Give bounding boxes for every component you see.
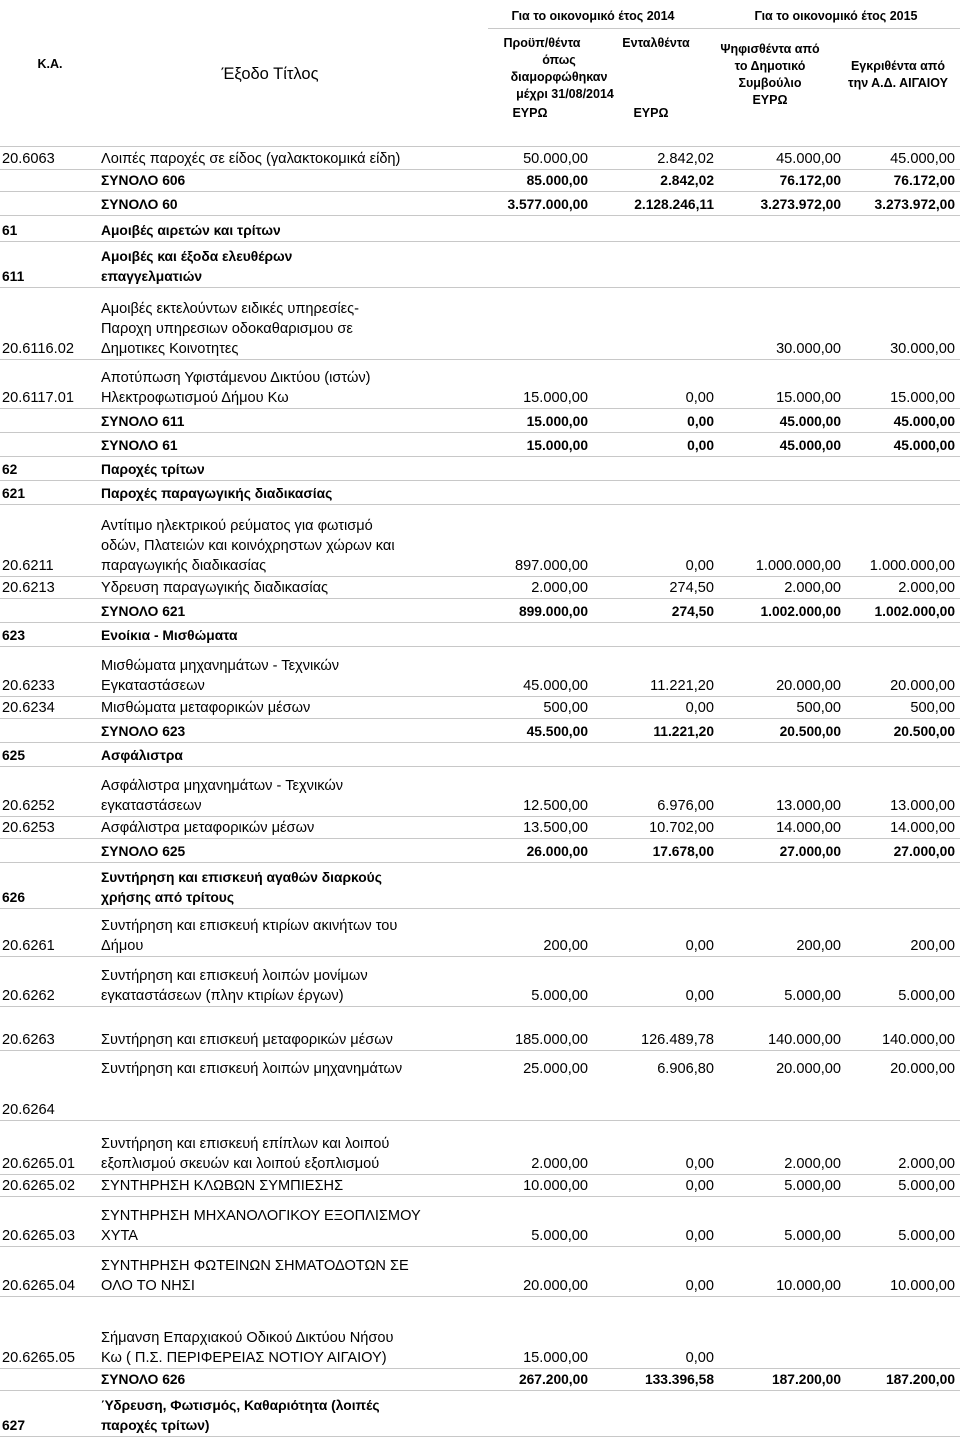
row-code: 20.6265.04 [2,1278,76,1294]
row-divider [0,215,960,216]
row-value-v3: 10.000,00 [776,1278,841,1294]
row-description: ΣΥΝΤΗΡΗΣΗ ΜΗΧΑΝΟΛΟΓΙΚΟΥ ΕΞΟΠΛΙΣΜΟΥ [101,1208,421,1224]
row-value-v1: 200,00 [543,938,588,954]
row-divider [0,169,960,170]
row-value-v2: 2.128.246,11 [634,197,714,212]
row-description: ΣΥΝΟΛΟ 621 [101,604,186,619]
row-divider [0,359,960,360]
header-rule-top [488,28,960,29]
row-value-v3: 1.000.000,00 [755,558,841,574]
row-value-v1: 15.000,00 [526,414,588,429]
row-value-v2: 0,00 [685,700,714,716]
row-divider [0,622,960,623]
row-divider [0,480,960,481]
row-value-v1: 10.000,00 [523,1178,588,1194]
row-description: Ύδρευση, Φωτισμός, Καθαριότητα (λοιπές [101,1398,380,1413]
header-col1 [470,35,620,103]
row-value-v4: 76.172,00 [893,173,955,188]
row-description: ΣΥΝΟΛΟ 625 [101,844,186,859]
row-value-v4: 140.000,00 [881,1032,955,1048]
row-value-v3: 5.000,00 [784,1178,841,1194]
row-code: 20.6252 [2,798,55,814]
row-value-v1: 26.000,00 [526,844,588,859]
row-value-v1: 899.000,00 [518,604,588,619]
row-divider [0,838,960,839]
row-code: 20.6211 [2,558,54,574]
row-description: ΣΥΝΤΗΡΗΣΗ ΚΛΩΒΩΝ ΣΥΜΠΙΕΣΗΣ [101,1178,344,1194]
row-code: 20.6213 [2,580,55,596]
header-col3-line3: Συμβούλιο [738,76,802,90]
row-divider [0,1196,960,1197]
row-value-v1: 85.000,00 [526,173,588,188]
row-value-v3: 45.000,00 [779,414,841,429]
row-description: Συντήρηση και επισκευή αγαθών διαρκούς [101,870,382,885]
row-value-v2: 6.976,00 [657,798,714,814]
row-value-v4: 27.000,00 [893,844,955,859]
header-col2: Ενταλθέντα [622,36,690,50]
row-value-v1: 15.000,00 [526,438,588,453]
row-value-v1: 267.200,00 [518,1372,588,1387]
row-value-v2: 274,50 [669,580,714,596]
row-description: Παροχη υπηρεσιων οδοκαθαρισμου σε [101,321,353,337]
row-divider [0,956,960,957]
row-description: Συντήρηση και επισκευή μεταφορικών μέσων [101,1032,393,1048]
row-description: ΣΥΝΟΛΟ 611 [101,414,185,429]
header-col1-line3: μέχρι 31/08/2014 [516,87,614,101]
row-value-v1: 25.000,00 [523,1061,588,1077]
row-code: 20.6233 [2,678,55,694]
header-title: Έξοδο Τίτλος [221,65,319,83]
row-value-v2: 133.396,58 [644,1372,714,1387]
row-divider [0,241,960,242]
row-divider [0,1246,960,1247]
row-value-v2: 10.702,00 [649,820,714,836]
row-value-v3: 15.000,00 [776,390,841,406]
row-description: Παροχές τρίτων [101,462,205,477]
row-divider [0,1006,960,1007]
row-value-v3: 140.000,00 [767,1032,841,1048]
row-value-v1: 897.000,00 [514,558,588,574]
row-divider [0,1174,960,1175]
header-ka: Κ.Α. [37,57,63,71]
row-value-v1: 500,00 [543,700,588,716]
row-description: Συντήρηση και επισκευή λοιπών μηχανημάτων [101,1061,403,1077]
row-description: Αποτύπωση Υφιστάμενου Δικτύου (ιστών) [101,370,371,386]
row-code: 20.6253 [2,820,55,836]
row-divider [0,696,960,697]
row-value-v4: 1.002.000,00 [874,604,955,619]
row-value-v4: 45.000,00 [893,438,955,453]
row-description: Ασφάλιστρα μεταφορικών μέσων [101,820,315,836]
row-value-v1: 12.500,00 [523,798,588,814]
row-value-v2: 274,50 [671,604,714,619]
row-code: 625 [2,748,26,763]
row-description: ΣΥΝΟΛΟ 623 [101,724,186,739]
row-value-v3: 20.000,00 [776,678,841,694]
row-code: 626 [2,890,26,905]
row-value-v4: 15.000,00 [890,390,955,406]
row-code: 20.6264 [2,1102,55,1118]
row-value-v1: 2.000,00 [531,1156,588,1172]
row-value-v4: 200,00 [910,938,955,954]
row-code: 20.6265.01 [2,1156,76,1172]
row-value-v3: 30.000,00 [776,341,841,357]
row-code: 20.6063 [2,151,55,167]
row-value-v2: 0,00 [685,1228,714,1244]
header-col2-currency: ΕΥΡΩ [633,106,669,120]
row-divider [0,456,960,457]
header-year-2015: Για το οικονομικό έτος 2015 [754,9,918,23]
row-divider [0,287,960,288]
row-value-v3: 3.273.972,00 [760,197,841,212]
row-value-v4: 10.000,00 [890,1278,955,1294]
row-value-v3: 187.200,00 [771,1372,841,1387]
row-code: 20.6265.05 [2,1350,76,1366]
row-description: Σήμανση Επαρχιακού Οδικού Δικτύου Νήσου [101,1330,394,1346]
row-description: εξοπλισμού σκευών και λοιπού εξοπλισμού [101,1156,380,1172]
row-description: Εγκαταστάσεων [101,678,205,694]
row-description: Συντήρηση και επισκευή κτιρίων ακινήτων του [101,918,398,934]
header-col1-currency: ΕΥΡΩ [512,106,548,120]
row-value-v3: 5.000,00 [784,1228,841,1244]
row-value-v4: 20.500,00 [893,724,955,739]
row-value-v1: 15.000,00 [523,390,588,406]
header-col1-line1: Προϋπ/θέντα [503,36,581,50]
row-code: 20.6265.03 [2,1228,76,1244]
row-value-v1: 45.000,00 [523,678,588,694]
row-value-v2: 0,00 [687,414,714,429]
row-value-v3: 20.500,00 [779,724,841,739]
header-col4 [836,58,960,92]
row-value-v2: 11.221,20 [653,724,714,739]
row-value-v3: 2.000,00 [784,1156,841,1172]
row-description: Αμοιβές και έξοδα ελευθέρων [101,249,293,264]
row-description: Ενοίκια - Μισθώματα [101,628,238,643]
row-description: εγκαταστάσεων (πλην κτιρίων έργων) [101,988,344,1004]
row-description: Παροχές παραγωγικής διαδικασίας [101,486,333,501]
row-value-v4: 2.000,00 [898,1156,955,1172]
row-value-v1: 185.000,00 [514,1032,588,1048]
row-value-v4: 5.000,00 [898,988,955,1004]
header-col1-line2: όπως διαμορφώθηκαν [510,53,608,84]
row-description: Μισθώματα μηχανημάτων - Τεχνικών [101,658,340,674]
row-value-v1: 3.577.000,00 [507,197,588,212]
row-value-v4: 45.000,00 [890,151,955,167]
row-divider [0,191,960,192]
row-value-v2: 0,00 [685,390,714,406]
row-value-v4: 20.000,00 [890,1061,955,1077]
row-divider [0,862,960,863]
header-col4-line2: την Α.Δ. ΑΙΓΑΙΟΥ [847,76,948,90]
row-value-v1: 15.000,00 [523,1350,588,1366]
row-description: παροχές τρίτων) [101,1418,210,1433]
row-description: ΧΥΤΑ [101,1228,139,1244]
row-value-v3: 1.002.000,00 [760,604,841,619]
row-description: Υδρευση παραγωγικής διαδικασίας [101,580,329,596]
row-value-v2: 6.906,80 [657,1061,714,1077]
row-value-v4: 20.000,00 [890,678,955,694]
row-value-v1: 2.000,00 [531,580,588,596]
row-divider [0,1368,960,1369]
row-value-v4: 1.000.000,00 [869,558,955,574]
row-value-v3: 5.000,00 [784,988,841,1004]
row-value-v3: 45.000,00 [779,438,841,453]
row-divider [0,908,960,909]
row-value-v4: 5.000,00 [898,1228,955,1244]
row-description: ΣΥΝΟΛΟ 626 [101,1372,186,1387]
row-value-v1: 20.000,00 [523,1278,588,1294]
row-description: Αντίτιμο ηλεκτρικού ρεύματος για φωτισμό [101,518,373,534]
row-description: χρήσης από τρίτους [101,890,235,905]
row-code: 62 [2,462,18,477]
row-code: 20.6116.02 [2,341,74,357]
row-value-v2: 17.678,00 [652,844,714,859]
row-value-v3: 200,00 [796,938,841,954]
row-value-v4: 2.000,00 [898,580,955,596]
row-value-v1: 50.000,00 [523,151,588,167]
header-col3-line1: Ψηφισθέντα από [720,42,820,56]
row-description: Συντήρηση και επισκευή λοιπών μονίμων [101,968,368,984]
row-code: 20.6265.02 [2,1178,76,1194]
row-value-v3: 76.172,00 [779,173,841,188]
row-divider [0,1050,960,1051]
row-value-v2: 11.221,20 [650,678,714,694]
row-value-v4: 500,00 [910,700,955,716]
row-code: 20.6262 [2,988,55,1004]
row-value-v4: 30.000,00 [890,341,955,357]
row-description: εγκαταστάσεων [101,798,202,814]
row-description: Δήμου [101,938,144,954]
row-value-v3: 45.000,00 [776,151,841,167]
row-value-v3: 2.000,00 [784,580,841,596]
header-col3-line2: το Δημοτικό [734,59,806,73]
row-description: Δημοτικες Κοινοτητες [101,341,239,357]
row-value-v3: 27.000,00 [779,844,841,859]
row-code: 621 [2,486,26,501]
row-description: Λοιπές παροχές σε είδος (γαλακτοκομικά είδη) [101,151,401,167]
row-value-v4: 45.000,00 [893,414,955,429]
row-value-v2: 2.842,02 [660,173,714,188]
row-value-v4: 14.000,00 [890,820,955,836]
row-description: παραγωγικής διαδικασίας [101,558,267,574]
row-code: 61 [2,223,18,238]
row-value-v3: 13.000,00 [776,798,841,814]
row-divider [0,1296,960,1297]
row-divider [0,576,960,577]
row-divider [0,646,960,647]
row-divider [0,816,960,817]
row-divider [0,766,960,767]
row-code: 20.6263 [2,1032,55,1048]
row-code: 20.6234 [2,700,55,716]
row-description: επαγγελματιών [101,269,203,284]
row-description: ΣΥΝΟΛΟ 61 [101,438,178,453]
row-value-v3: 14.000,00 [776,820,841,836]
row-value-v2: 0,00 [685,1178,714,1194]
row-description: οδών, Πλατειών και κοινόχρηστων χώρων και [101,538,395,554]
row-code: 20.6261 [2,938,55,954]
row-value-v2: 0,00 [685,988,714,1004]
row-value-v4: 13.000,00 [890,798,955,814]
header-col3 [710,41,830,109]
row-value-v2: 0,00 [685,1156,714,1172]
row-description: Αμοιβές εκτελούντων ειδικές υπηρεσίες- [101,301,359,317]
row-value-v1: 5.000,00 [531,988,588,1004]
row-description: Ηλεκτροφωτισμού Δήμου Κω [101,390,289,406]
row-value-v2: 0,00 [685,1278,714,1294]
row-value-v2: 0,00 [685,1350,714,1366]
row-divider [0,718,960,719]
row-divider [0,1120,960,1121]
row-code: 627 [2,1418,26,1433]
row-value-v2: 2.842,02 [657,151,714,167]
row-value-v4: 187.200,00 [885,1372,955,1387]
row-value-v2: 0,00 [685,558,714,574]
row-description: Κω ( Π.Σ. ΠΕΡΙΦΕΡΕΙΑΣ ΝΟΤΙΟΥ ΑΙΓΑΙΟΥ) [101,1350,387,1366]
row-value-v1: 13.500,00 [523,820,588,836]
row-value-v2: 126.489,78 [640,1032,714,1048]
row-divider [0,432,960,433]
row-code: 20.6117.01 [2,390,74,406]
row-divider [0,742,960,743]
row-code: 623 [2,628,26,643]
row-value-v1: 45.500,00 [526,724,588,739]
header-year-2014: Για το οικονομικό έτος 2014 [511,9,675,23]
header-col4-line1: Εγκριθέντα από [850,59,946,73]
row-description: ΣΥΝΟΛΟ 60 [101,197,178,212]
header-rule-bottom [0,146,960,147]
row-value-v3: 500,00 [796,700,841,716]
row-value-v2: 0,00 [685,938,714,954]
row-description: ΣΥΝΟΛΟ 606 [101,173,186,188]
row-value-v4: 5.000,00 [898,1178,955,1194]
row-description: ΟΛΟ ΤΟ ΝΗΣΙ [101,1278,195,1294]
row-description: Συντήρηση και επισκευή επίπλων και λοιπού [101,1136,390,1152]
row-description: Ασφάλιστρα μηχανημάτων - Τεχνικών [101,778,344,794]
row-description: Μισθώματα μεταφορικών μέσων [101,700,311,716]
row-divider [0,598,960,599]
row-divider [0,1390,960,1391]
row-divider [0,504,960,505]
row-description: Ασφάλιστρα [101,748,183,763]
row-description: ΣΥΝΤΗΡΗΣΗ ΦΩΤΕΙΝΩΝ ΣΗΜΑΤΟΔΟΤΩΝ ΣΕ [101,1258,409,1274]
row-divider [0,408,960,409]
row-value-v3: 20.000,00 [776,1061,841,1077]
row-value-v2: 0,00 [687,438,714,453]
row-description: Αμοιβές αιρετών και τρίτων [101,223,281,238]
row-value-v4: 3.273.972,00 [874,197,955,212]
row-value-v1: 5.000,00 [531,1228,588,1244]
row-code: 611 [2,269,25,284]
header-col3-currency: ΕΥΡΩ [752,93,788,107]
